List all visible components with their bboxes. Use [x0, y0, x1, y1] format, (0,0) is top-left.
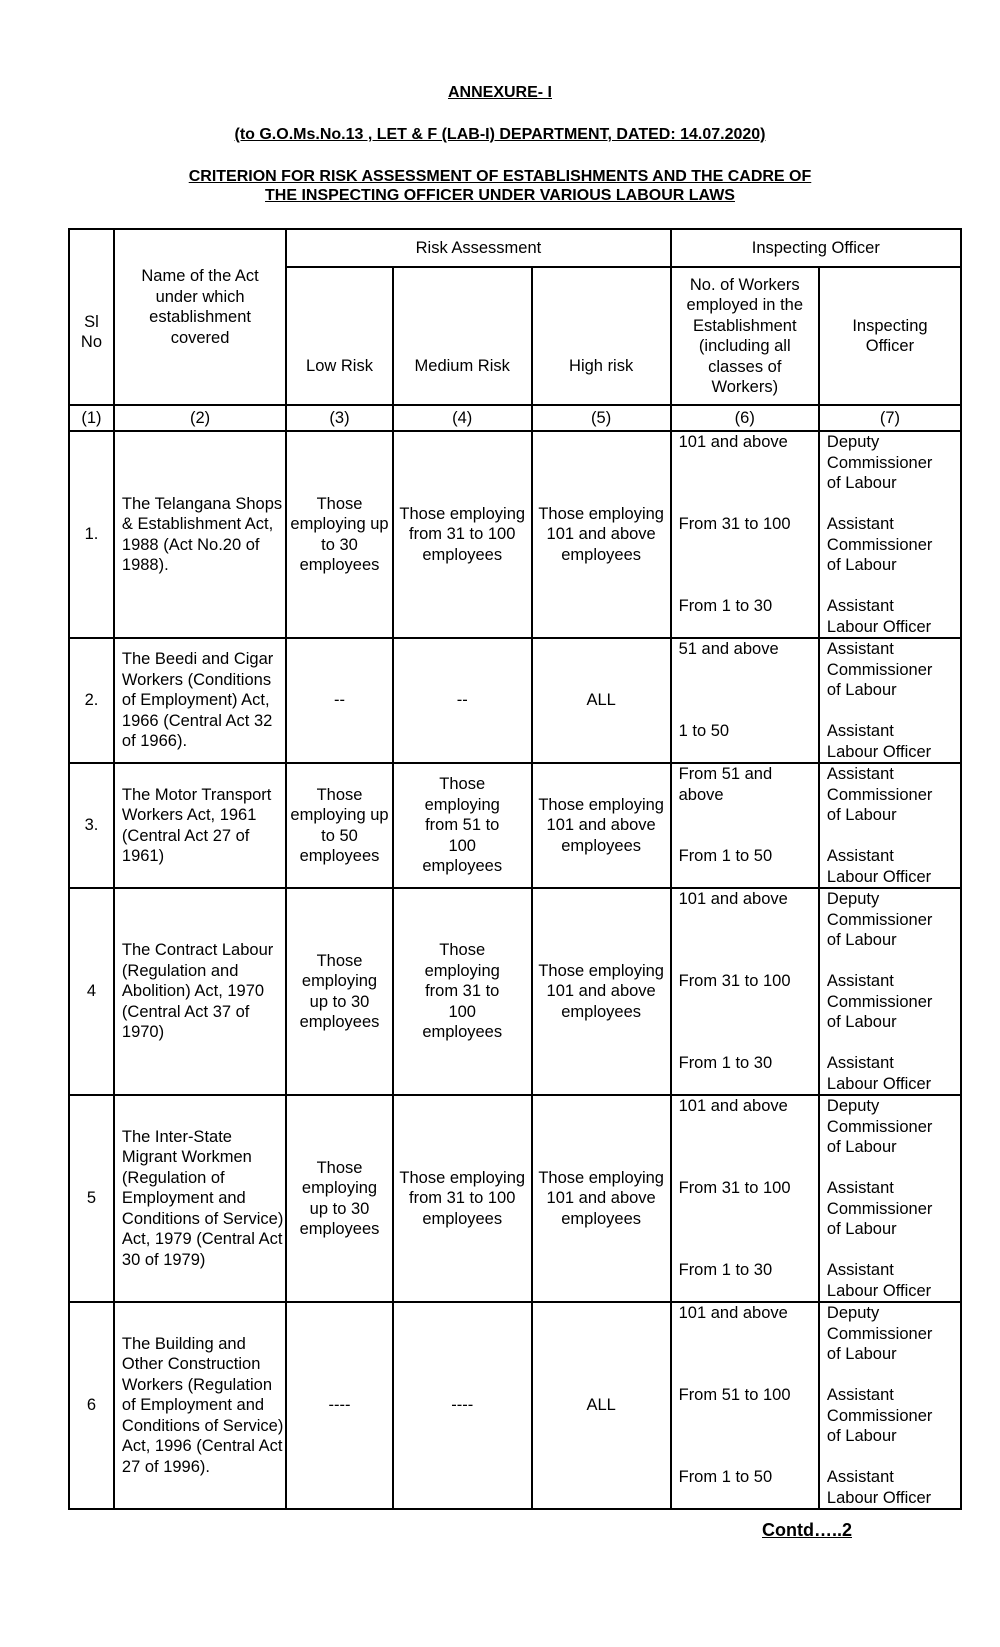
column-number: (7): [819, 405, 961, 431]
sl-no-cell: 2.: [69, 638, 114, 763]
workers-cell: From 51 and above From 1 to 50: [671, 763, 819, 888]
low-risk-cell: Those employing up to 50 employees: [286, 763, 393, 888]
low-risk-cell: ----: [286, 1302, 393, 1509]
table-row: [69, 763, 961, 888]
medium-risk-cell: Those employing from 31 to 100 employees: [393, 1095, 532, 1302]
column-number-row: [69, 405, 961, 431]
low-risk-cell: Those employing up to 30 employees: [286, 888, 393, 1095]
workers-cell: 101 and above From 31 to 100 From 1 to 30: [671, 431, 819, 638]
medium-risk-header: Medium Risk: [393, 267, 532, 405]
table-row: [69, 431, 961, 638]
low-risk-header: Low Risk: [286, 267, 393, 405]
low-risk-cell: Those employing up to 30 employees: [286, 431, 393, 638]
column-number: (1): [69, 405, 114, 431]
criterion-title-line2: THE INSPECTING OFFICER UNDER VARIOUS LABOUR LAWS: [265, 187, 735, 204]
column-number: (2): [114, 405, 286, 431]
act-name-cell: The Telangana Shops & Establishment Act, 1988 (Act No.20 of 1988).: [114, 431, 286, 638]
sl-no-cell: 6: [69, 1302, 114, 1509]
risk-assessment-table: [68, 228, 962, 1510]
header-row-1: [69, 229, 961, 267]
medium-risk-cell: Those employing from 31 to 100 employees: [393, 888, 532, 1095]
column-number: (3): [286, 405, 393, 431]
officer-cell: Deputy Commissioner of Labour Assistant Commissioner of Labour Assistant Labour Officer: [819, 431, 961, 638]
column-number: (4): [393, 405, 532, 431]
sl-no-cell: 1.: [69, 431, 114, 638]
act-name-cell: The Contract Labour (Regulation and Abolition) Act, 1970 (Central Act 37 of 1970): [114, 888, 286, 1095]
medium-risk-cell: Those employing from 51 to 100 employees: [393, 763, 532, 888]
sl-no-cell: 3.: [69, 763, 114, 888]
officer-cell: Deputy Commissioner of Labour Assistant Commissioner of Labour Assistant Labour Officer: [819, 1302, 961, 1509]
sl-no-header: Sl No: [69, 229, 114, 405]
high-risk-cell: ALL: [532, 1302, 671, 1509]
inspecting-officer-group-header: Inspecting Officer: [671, 229, 961, 267]
workers-cell: 101 and above From 51 to 100 From 1 to 50: [671, 1302, 819, 1509]
workers-cell: 51 and above 1 to 50: [671, 638, 819, 763]
continued-note: Contd…..2: [762, 1520, 852, 1540]
high-risk-cell: Those employing 101 and above employees: [532, 1095, 671, 1302]
low-risk-cell: Those employing up to 30 employees: [286, 1095, 393, 1302]
officer-cell: Assistant Commissioner of Labour Assistant Labour Officer: [819, 763, 961, 888]
officer-cell: Assistant Commissioner of Labour Assistant Labour Officer: [819, 638, 961, 763]
table-row: [69, 1302, 961, 1509]
high-risk-header: High risk: [532, 267, 671, 405]
table-row: [69, 888, 961, 1095]
officer-cell: Deputy Commissioner of Labour Assistant Commissioner of Labour Assistant Labour Officer: [819, 888, 961, 1095]
act-name-cell: The Building and Other Construction Workers (Regulation of Employment and Conditions of Service) Act, 1996 (Central Act 27 of 1996).: [114, 1302, 286, 1509]
table-row: [69, 1095, 961, 1302]
act-name-cell: The Motor Transport Workers Act, 1961 (Central Act 27 of 1961): [114, 763, 286, 888]
sl-no-cell: 5: [69, 1095, 114, 1302]
medium-risk-cell: --: [393, 638, 532, 763]
annexure-title: ANNEXURE- I: [447, 84, 552, 101]
high-risk-cell: Those employing 101 and above employees: [532, 763, 671, 888]
table-row: [69, 638, 961, 763]
high-risk-cell: Those employing 101 and above employees: [532, 431, 671, 638]
high-risk-cell: Those employing 101 and above employees: [532, 888, 671, 1095]
inspecting-officer-header: Inspecting Officer: [819, 267, 961, 405]
workers-cell: 101 and above From 31 to 100 From 1 to 30: [671, 888, 819, 1095]
column-number: (6): [671, 405, 819, 431]
medium-risk-cell: Those employing from 31 to 100 employees: [393, 431, 532, 638]
sl-no-cell: 4: [69, 888, 114, 1095]
high-risk-cell: ALL: [532, 638, 671, 763]
medium-risk-cell: ----: [393, 1302, 532, 1509]
low-risk-cell: --: [286, 638, 393, 763]
workers-cell: 101 and above From 31 to 100 From 1 to 30: [671, 1095, 819, 1302]
order-reference: (to G.O.Ms.No.13 , LET & F (LAB-I) DEPARTMENT, DATED: 14.07.2020): [234, 126, 766, 143]
act-name-cell: The Inter-State Migrant Workmen (Regulation of Employment and Conditions of Service) Act, 1979 (Central Act 30 of 1979): [114, 1095, 286, 1302]
column-number: (5): [532, 405, 671, 431]
workers-header: No. of Workers employed in the Establishment (including all classes of Workers): [671, 267, 819, 405]
act-name-cell: The Beedi and Cigar Workers (Conditions of Employment) Act, 1966 (Central Act 32 of 1966).: [114, 638, 286, 763]
risk-assessment-header: Risk Assessment: [286, 229, 670, 267]
act-name-header: Name of the Act under which establishment covered: [114, 229, 286, 405]
criterion-title-line1: CRITERION FOR RISK ASSESSMENT OF ESTABLISHMENTS AND THE CADRE OF: [188, 168, 812, 185]
officer-cell: Deputy Commissioner of Labour Assistant Commissioner of Labour Assistant Labour Officer: [819, 1095, 961, 1302]
